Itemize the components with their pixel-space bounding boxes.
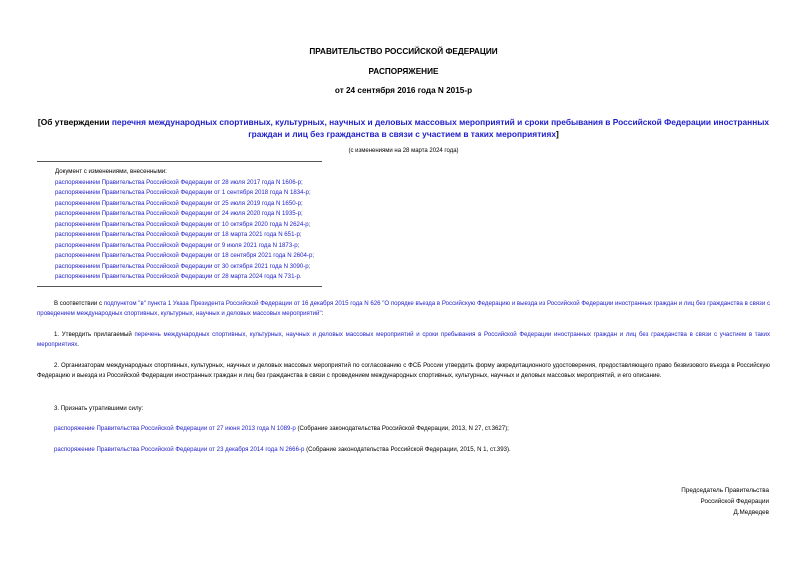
divider-bottom (37, 286, 322, 287)
change-item[interactable]: распоряжением Правительства Российской Федерации от 28 июля 2017 года N 1606-р; (55, 178, 303, 186)
signature-block (681, 485, 769, 518)
changes-list (55, 167, 314, 283)
change-item[interactable]: распоряжением Правительства Российской Федерации от 10 октября 2020 года N 2624-р; (55, 220, 311, 228)
repealed-item-2 (37, 445, 770, 455)
change-item[interactable]: распоряжением Правительства Российской Федерации от 1 сентября 2018 года N 1834-р; (55, 189, 311, 197)
title-prefix: [Об утверждении (37, 117, 112, 127)
repealed-link-2[interactable]: распоряжение Правительства Российской Федерации от 23 декабря 2014 года N 2666-р (54, 446, 305, 453)
change-item[interactable]: распоряжением Правительства Российской Федерации от 24 июля 2020 года N 1935-р; (55, 210, 303, 218)
title-suffix: ] (556, 129, 559, 139)
document-title (30, 116, 777, 140)
repealed-link-1[interactable]: распоряжение Правительства Российской Федерации от 27 июня 2013 года N 1089-р (54, 425, 296, 432)
list-approval-link[interactable]: перечень международных спортивных, культурных, научных и деловых массовых мероприятий и сроки пребывания в Российской Федерации иностранных граждан и лиц без гражданства в связи с участием в таких мероприятиях (37, 331, 770, 348)
signature-name: Д.Медведев (733, 509, 769, 516)
signature-org: Российской Федерации (700, 498, 769, 505)
date-number-heading: от 24 сентября 2016 года N 2015-р (334, 86, 473, 95)
item-2-paragraph: 2. Организаторам международных спортивных, культурных, научных и деловых массовых мероприятий по согласованию с ФСБ России утвердить форму аккредитационного удостоверения, предоставляющего право безвизового въезда в Российскую Федерацию и выезда из Российской Федерации иностранных граждан и лиц без гражданства в связи с проведением международных спортивных, культурных, научных и деловых массовых мероприятий, и его описание. (37, 362, 770, 379)
change-item[interactable]: распоряжением Правительства Российской Федерации от 18 марта 2021 года N 651-р; (55, 231, 302, 239)
government-heading: ПРАВИТЕЛЬСТВО РОССИЙСКОЙ ФЕДЕРАЦИИ (309, 47, 498, 56)
changes-heading: Документ с изменениями, внесенными: (55, 168, 167, 175)
repealed-source-2: (Собрание законодательства Российской Федерации, 2015, N 1, ст.393). (304, 446, 511, 453)
item-1-text: 1. Утвердить прилагаемый (54, 331, 135, 338)
doc-type-heading: РАСПОРЯЖЕНИЕ (368, 67, 439, 76)
item-1-paragraph (37, 330, 770, 349)
repealed-source-1: (Собрание законодательства Российской Федерации, 2013, N 27, ст.3627); (295, 425, 509, 432)
change-item[interactable]: распоряжением Правительства Российской Федерации от 28 марта 2024 года N 731-р. (55, 273, 302, 281)
item-3-paragraph: 3. Признать утратившими силу: (54, 405, 144, 412)
preamble-end: : (321, 309, 324, 317)
divider-top (37, 161, 322, 162)
decree-link[interactable]: подпунктом "в" пункта 1 Указа Президента Российской Федерации от 16 декабря 2015 года N 626 "О порядке въезда в Российскую Федерацию и выезда из Российской Федерации иностранных граждан и лиц без гражданства в связи с проведением международных спортивных, культурных, научных и деловых массовых мероприятий" (37, 300, 770, 317)
repealed-item-1 (37, 424, 770, 434)
change-item[interactable]: распоряжением Правительства Российской Федерации от 30 октября 2021 года N 3090-р; (55, 262, 311, 270)
title-link[interactable]: перечня международных спортивных, культурных, научных и деловых массовых мероприятий и сроки пребывания в Российской Федерации иностранных граждан и лиц без гражданства в связи с участием в таких мероприятиях (111, 117, 770, 139)
change-item[interactable]: распоряжением Правительства Российской Федерации от 9 июля 2021 года N 1873-р; (55, 241, 300, 249)
change-item[interactable]: распоряжением Правительства Российской Федерации от 18 сентября 2021 года N 2604-р; (55, 252, 315, 260)
amended-note: (с изменениями на 28 марта 2024 года) (348, 148, 459, 154)
preamble-text: В соответствии с (54, 300, 104, 307)
item-1-end: . (77, 340, 79, 348)
change-item[interactable]: распоряжением Правительства Российской Федерации от 25 июля 2019 года N 1650-р; (55, 199, 303, 207)
preamble-paragraph (37, 299, 770, 318)
signature-title: Председатель Правительства (681, 487, 769, 494)
